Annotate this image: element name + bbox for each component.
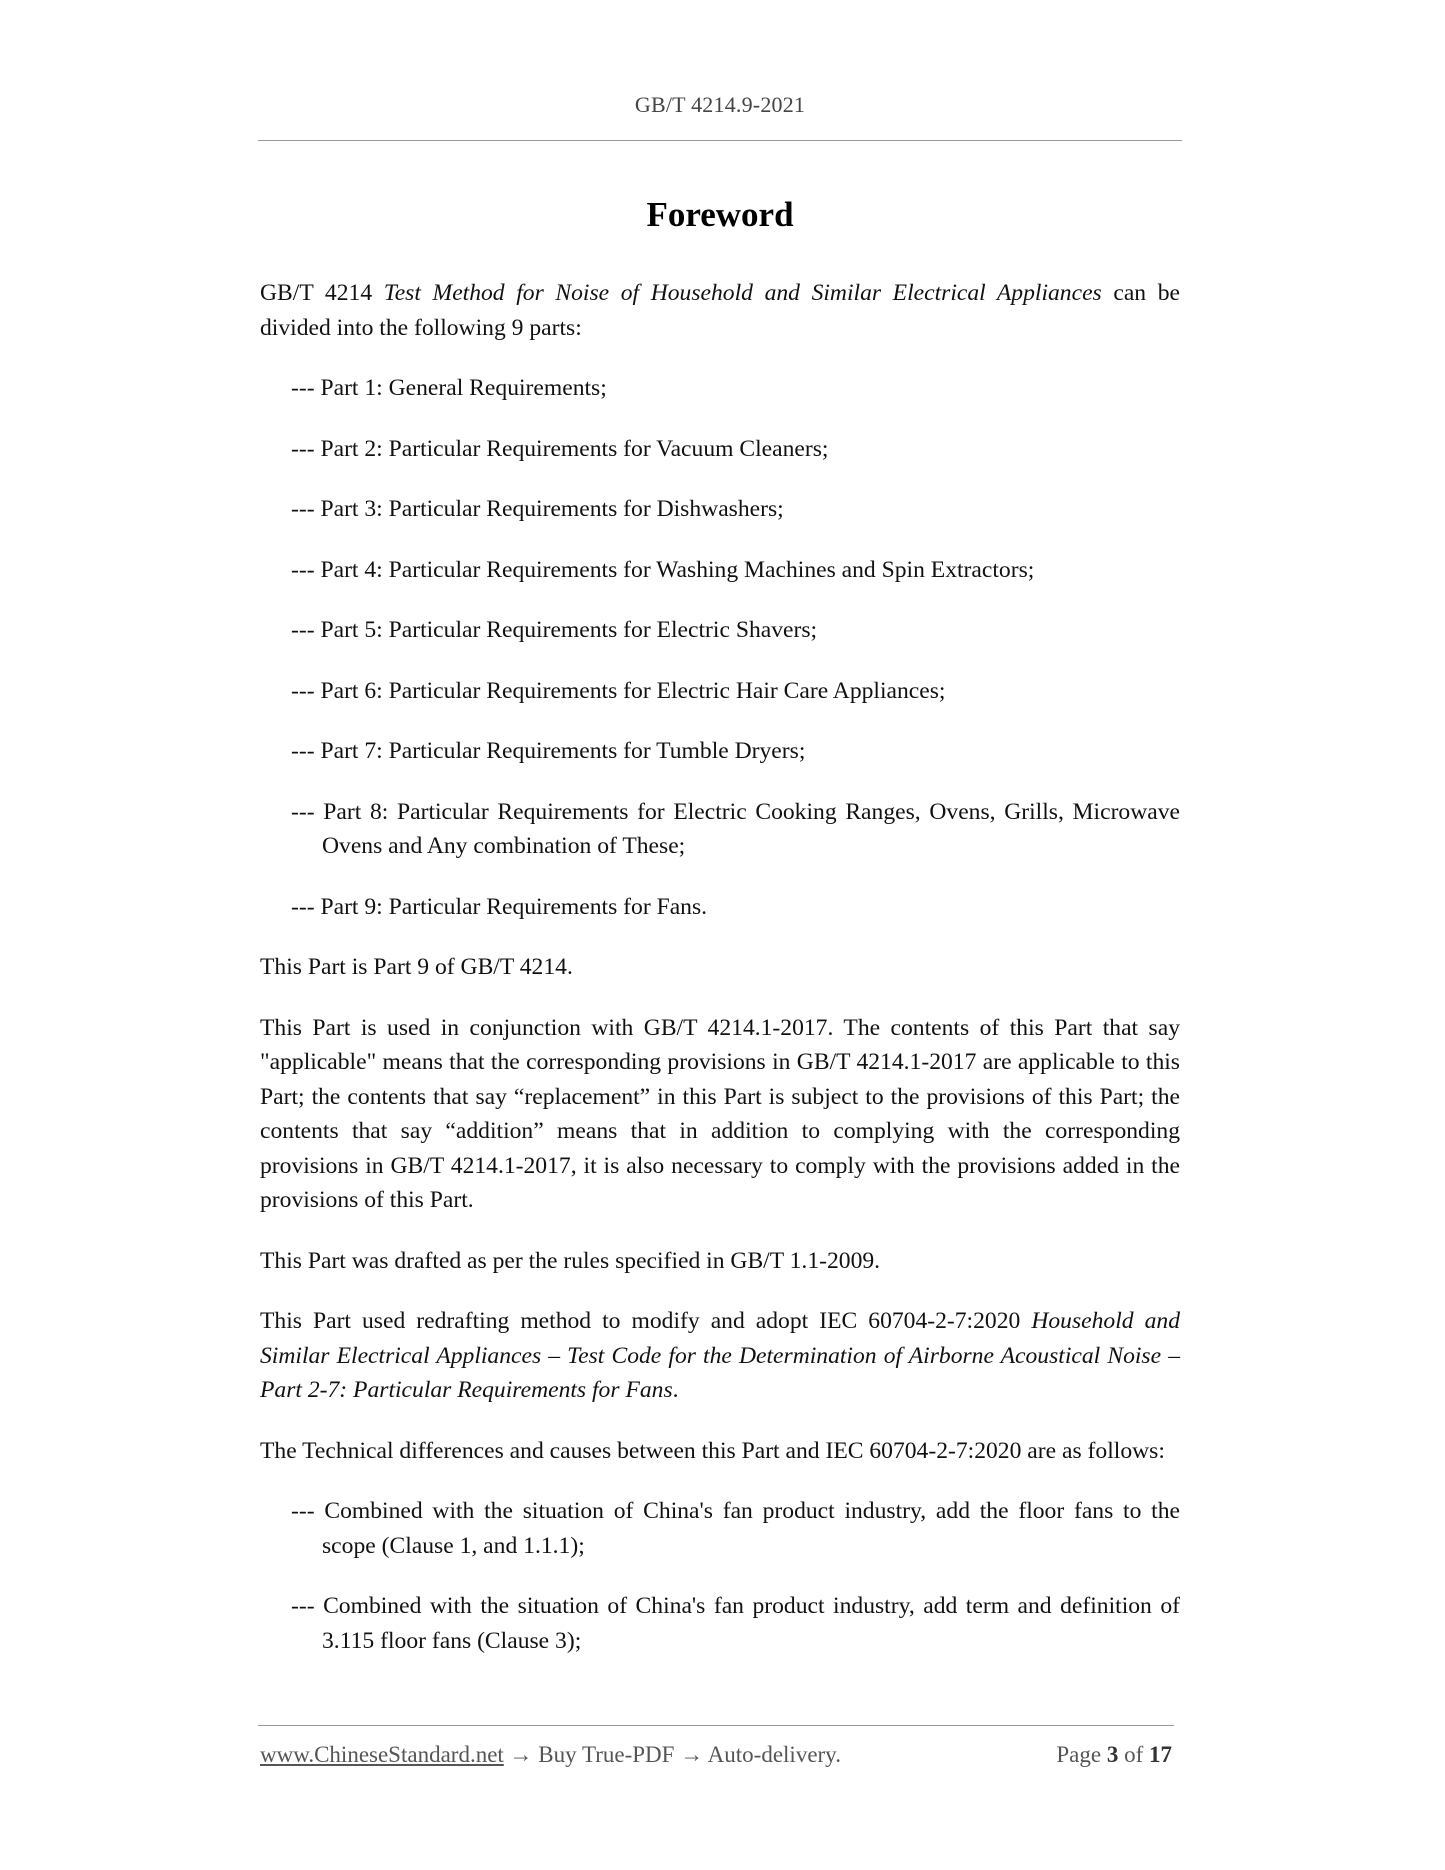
difference-list-item: --- Combined with the situation of China's fan product industry, add the floor fans to the scope (Clause 1, and 1.1.1); [291, 1498, 1180, 1559]
part-9-paragraph: This Part is Part 9 of GB/T 4214. [260, 954, 573, 980]
of-label: of [1118, 1742, 1149, 1767]
intro-paragraph [260, 276, 1180, 345]
part-list-item: --- Part 3: Particular Requirements for Dishwashers; [291, 496, 784, 522]
page-counter [1056, 1742, 1172, 1768]
arrow-right-icon: → [509, 1742, 533, 1767]
redraft-suffix: . [672, 1377, 679, 1403]
buy-true-pdf-text: Buy True-PDF [532, 1742, 681, 1767]
conjunction-paragraph: This Part is used in conjunction with GB/T 4214.1-2017. The contents of this Part that say "applicable" means that the corresponding provisions in GB/T 4214.1-2017 are applicable to this Part; the contents that say “replacement” in this Part is subject to the provisions of this Part; the contents that say “addition” means that in addition to complying with the corresponding provisions in GB/T 4214.1-2017, it is also necessary to comply with the provisions added in the provisions of this Part. [260, 1014, 1180, 1213]
part-list-item: --- Part 9: Particular Requirements for Fans. [291, 893, 708, 920]
page-title: Foreword [646, 195, 794, 234]
page-label: Page [1056, 1742, 1107, 1767]
part-list-item: --- Part 2: Particular Requirements for Vacuum Cleaners; [291, 435, 829, 462]
intro-suffix: can be divided into the following 9 parts: [260, 280, 1180, 341]
part-list-item: --- Part 6: Particular Requirements for Electric Hair Care Appliances; [291, 677, 946, 704]
website-link[interactable]: www.ChineseStandard.net [260, 1742, 504, 1767]
part-list-item: --- Part 5: Particular Requirements for Electric Shavers; [291, 617, 818, 643]
difference-list-item: --- Combined with the situation of China's fan product industry, add term and definition of 3.115 floor fans (Clause 3); [291, 1593, 1180, 1654]
document-body [260, 276, 1180, 1684]
redraft-prefix: This Part used redrafting method to modify and adopt IEC 60704-2-7:2020 [260, 1308, 1032, 1334]
redrafting-paragraph [260, 1304, 1180, 1408]
footer-divider [258, 1725, 1174, 1726]
part-list-item: --- Part 8: Particular Requirements for Electric Cooking Ranges, Ovens, Grills, Microwave Ovens and Any combination of These; [291, 798, 1180, 859]
part-list-item: --- Part 4: Particular Requirements for Washing Machines and Spin Extractors; [291, 556, 1035, 583]
standard-series-title: Test Method for Noise of Household and Similar Electrical Appliances [383, 280, 1102, 306]
footer-promo [260, 1742, 841, 1768]
part-list-item: --- Part 7: Particular Requirements for Tumble Dryers; [291, 738, 806, 764]
drafting-rules-paragraph: This Part was drafted as per the rules specified in GB/T 1.1-2009. [260, 1247, 881, 1274]
iec-standard-title: Household and Similar Electrical Appliances – Test Code for the Determination of Airborne Acoustical Noise – Part 2-7: Particular Requirements for Fans [260, 1308, 1180, 1403]
part-list-item: --- Part 1: General Requirements; [291, 375, 607, 401]
current-page-number: 3 [1106, 1742, 1119, 1767]
arrow-right-icon: → [680, 1742, 704, 1767]
running-header: GB/T 4214.9-2021 [634, 92, 806, 117]
auto-delivery-text: Auto-delivery. [703, 1742, 841, 1767]
total-page-number: 17 [1149, 1742, 1172, 1767]
differences-intro-paragraph: The Technical differences and causes between this Part and IEC 60704-2-7:2020 are as follows: [260, 1437, 1165, 1464]
intro-prefix: GB/T 4214 [260, 280, 384, 306]
header-divider [258, 140, 1182, 141]
